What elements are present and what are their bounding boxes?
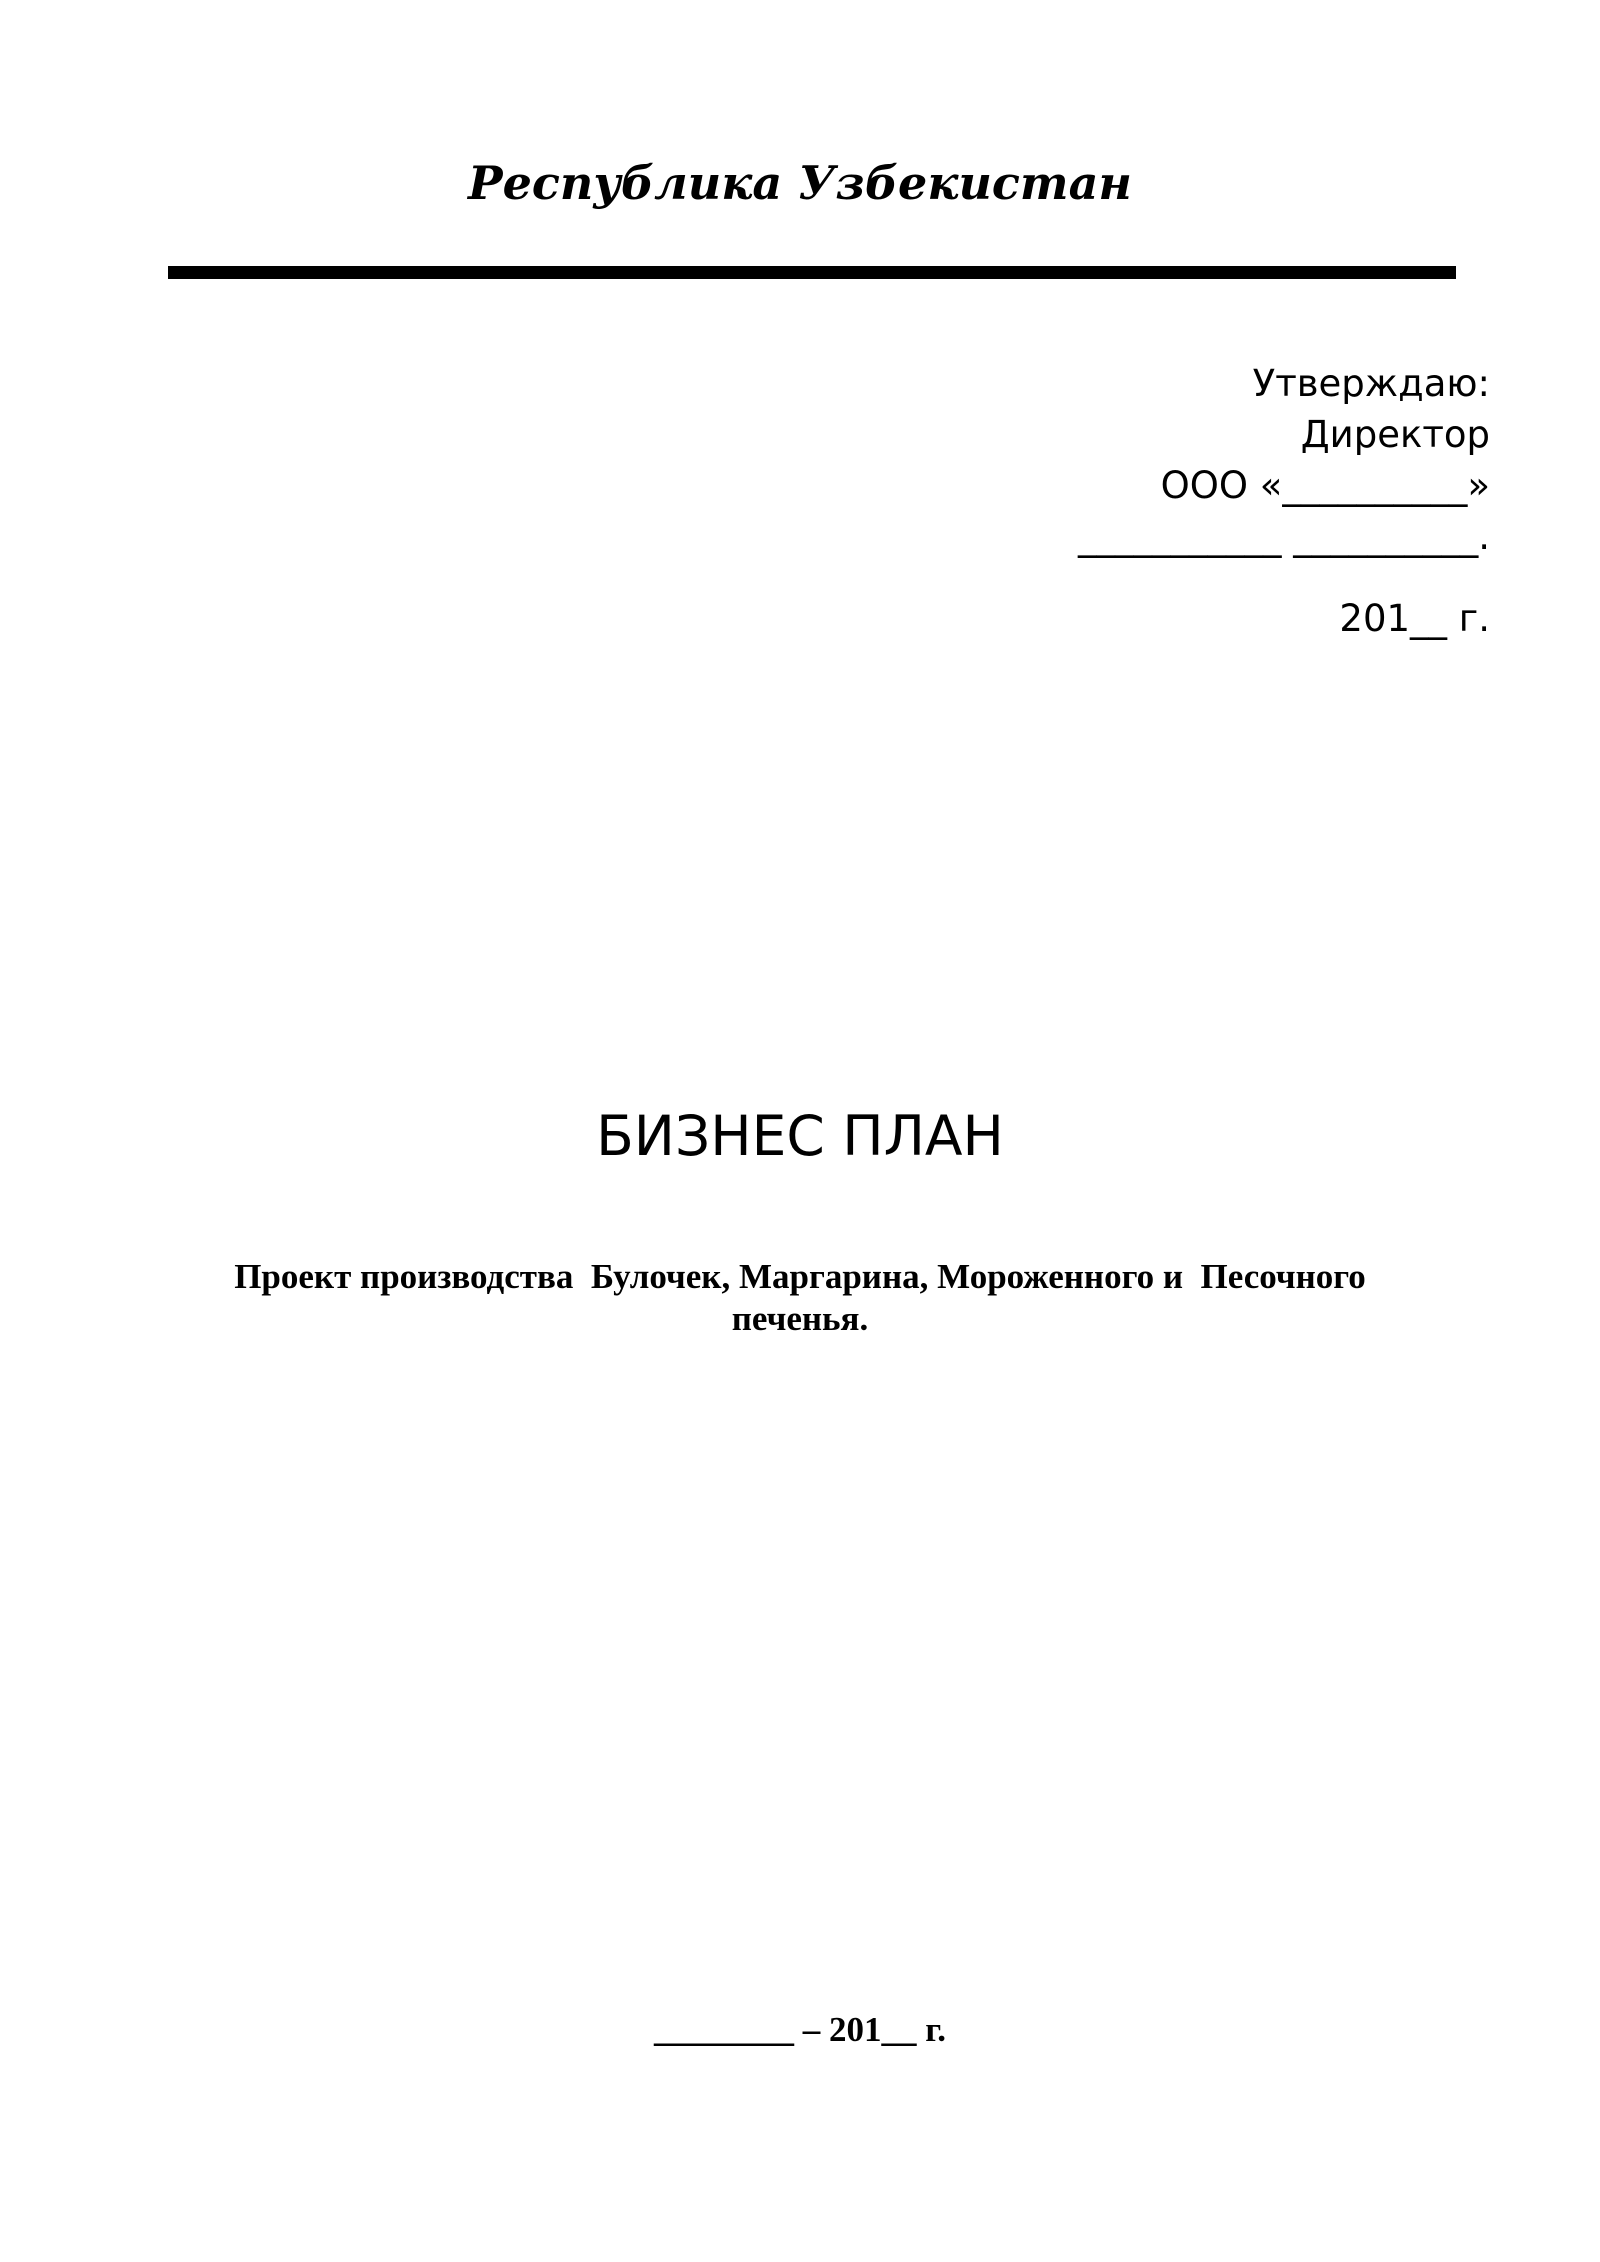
footer-place-date: ________ – 201__ г. (654, 2010, 946, 2049)
approve-label: Утверждаю: (1252, 362, 1490, 405)
country-heading: Республика Узбекистан (468, 156, 1132, 210)
director-position: Директор (1300, 413, 1490, 456)
header-divider (168, 266, 1456, 279)
approval-year: 201__ г. (1339, 597, 1490, 640)
document-title: БИЗНЕС ПЛАН (596, 1104, 1004, 1168)
company-name: ООО «__________» (1160, 464, 1490, 507)
approval-block (790, 358, 1490, 644)
signature-line: ___________ __________. (1077, 515, 1490, 558)
project-description: Проект производства Булочек, Маргарина, Мороженного и Песочного печенья. (234, 1257, 1375, 1338)
